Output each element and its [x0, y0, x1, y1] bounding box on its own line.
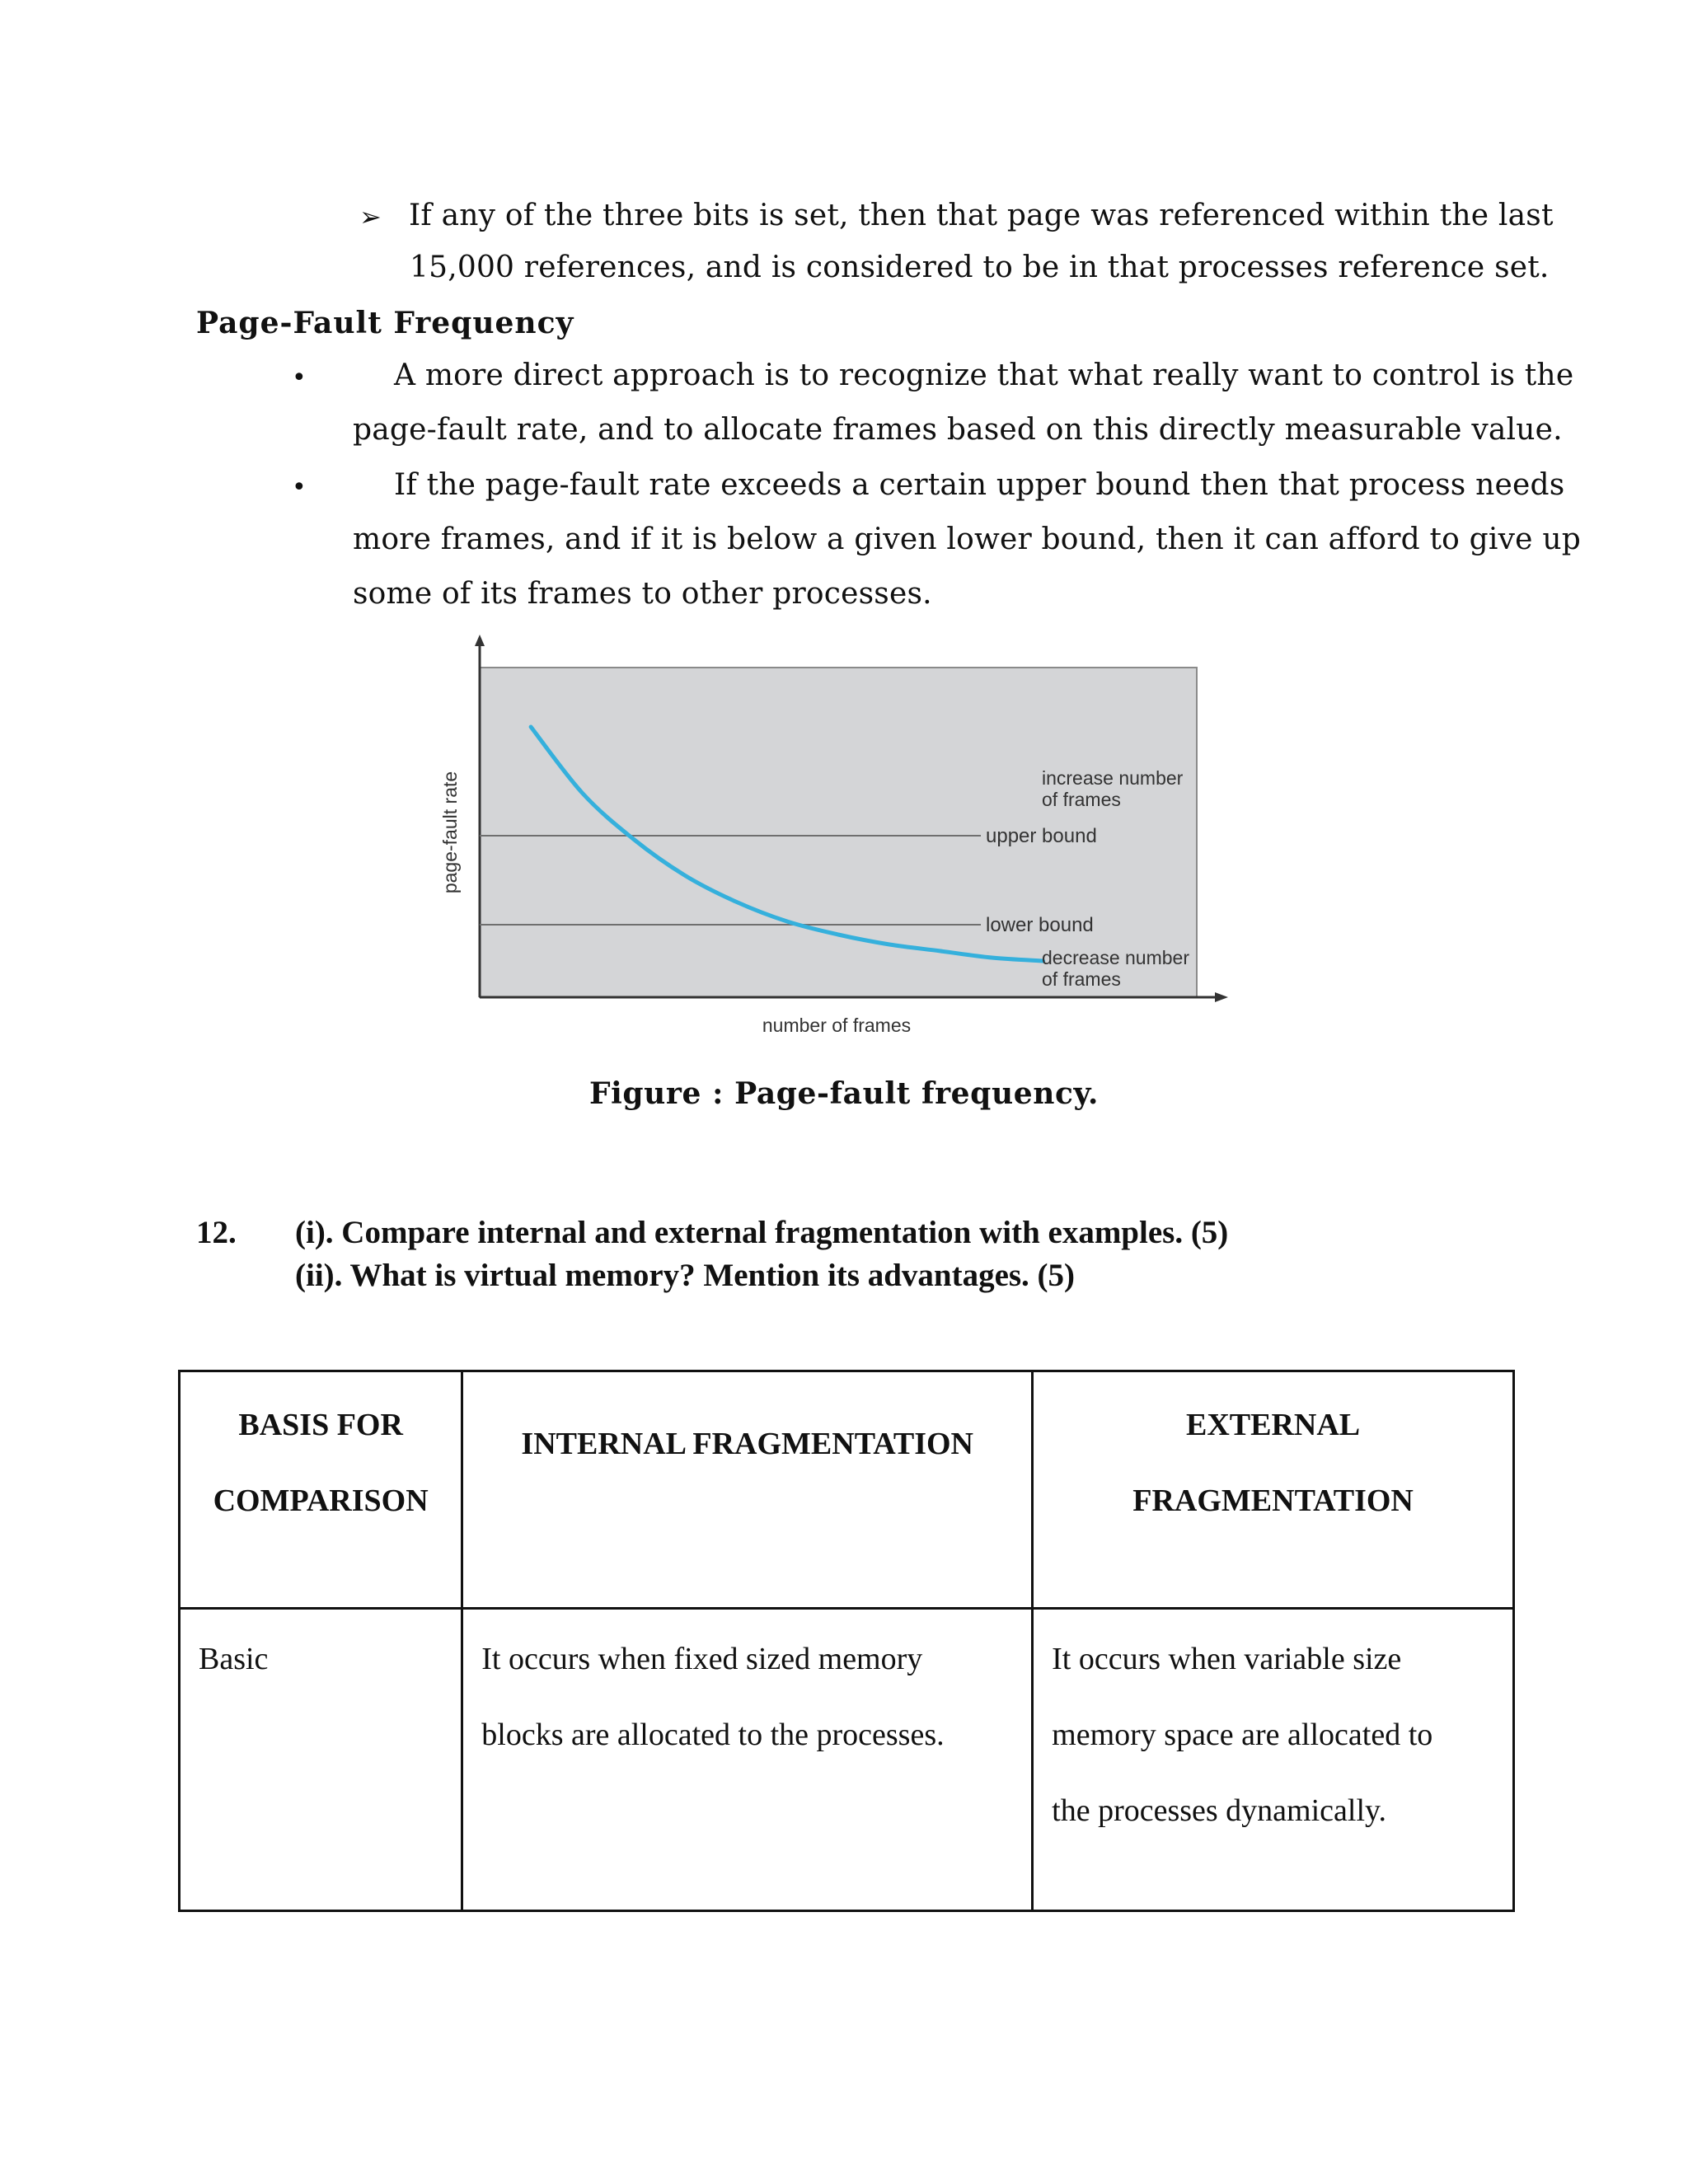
- annotation-line: decrease number: [1042, 947, 1189, 968]
- header-basis: [180, 1371, 462, 1609]
- header-internal: [462, 1371, 1033, 1609]
- header-external-line-1: EXTERNAL: [1185, 1408, 1361, 1442]
- y-axis-label: page-fault rate: [439, 771, 461, 894]
- row-internal-cell: [462, 1609, 1033, 1911]
- x-axis-arrow: [1215, 992, 1228, 1002]
- section-heading: Page-Fault Frequency: [196, 306, 574, 340]
- bullet-2-line-3: some of its frames to other processes.: [353, 577, 932, 611]
- question-number: 12.: [196, 1215, 237, 1250]
- figure-caption: Figure : Page-fault frequency.: [588, 1076, 1100, 1111]
- annotation-line: increase number: [1042, 767, 1184, 789]
- row-internal-line-2: blocks are allocated to the processes.: [481, 1718, 945, 1752]
- y-axis-arrow: [475, 635, 485, 646]
- row-external-cell: [1033, 1609, 1514, 1911]
- row-external-line-1: It occurs when variable size: [1052, 1642, 1402, 1676]
- row-basis-cell: [180, 1609, 462, 1911]
- header-external-line-2: FRAGMENTATION: [1132, 1483, 1414, 1518]
- intro-line-1: If any of the three bits is set, then that page was referenced within the last: [409, 199, 1554, 232]
- intro-line-2: 15,000 references, and is considered to be in that processes reference set.: [410, 251, 1550, 284]
- bullet-2-line-1: If the page-fault rate exceeds a certain upper bound then that process needs: [394, 468, 1565, 502]
- annotation-line: of frames: [1042, 968, 1121, 990]
- table-header-row: [180, 1371, 1514, 1609]
- row-external-line-2: memory space are allocated to: [1052, 1718, 1433, 1752]
- question-part-1: (i). Compare internal and external fragmentation with examples. (5): [295, 1215, 1229, 1250]
- header-basis-line-2: COMPARISON: [213, 1483, 429, 1518]
- bullet-1-line-2: page-fault rate, and to allocate frames based on this directly measurable value.: [353, 413, 1563, 447]
- page-fault-frequency-chart: [429, 635, 1253, 1047]
- upper-bound-label: upper bound: [986, 825, 1097, 847]
- row-internal-line-1: It occurs when fixed sized memory: [481, 1642, 923, 1676]
- table-row: [180, 1609, 1514, 1911]
- x-axis-label: number of frames: [762, 1015, 912, 1036]
- bullet-1-line-1: A more direct approach is to recognize that what really want to control is the: [394, 359, 1574, 392]
- header-basis-line-1: BASIS FOR: [238, 1408, 403, 1442]
- row-basis-text: Basic: [199, 1642, 269, 1676]
- annotation-line: of frames: [1042, 789, 1121, 810]
- bullet-dot-2: •: [292, 473, 307, 502]
- row-external-line-3: the processes dynamically.: [1052, 1793, 1387, 1828]
- lower-bound-label: lower bound: [986, 914, 1094, 936]
- arrow-bullet-icon: ➢: [359, 201, 382, 232]
- bullet-2-line-2: more frames, and if it is below a given lower bound, then it can afford to give up: [353, 523, 1581, 556]
- question-part-2: (ii). What is virtual memory? Mention its advantages. (5): [295, 1258, 1076, 1293]
- header-external: [1033, 1371, 1514, 1609]
- bullet-dot-1: •: [292, 363, 307, 392]
- header-internal-label: INTERNAL FRAGMENTATION: [521, 1427, 973, 1461]
- fragmentation-comparison-table: [178, 1370, 1515, 1912]
